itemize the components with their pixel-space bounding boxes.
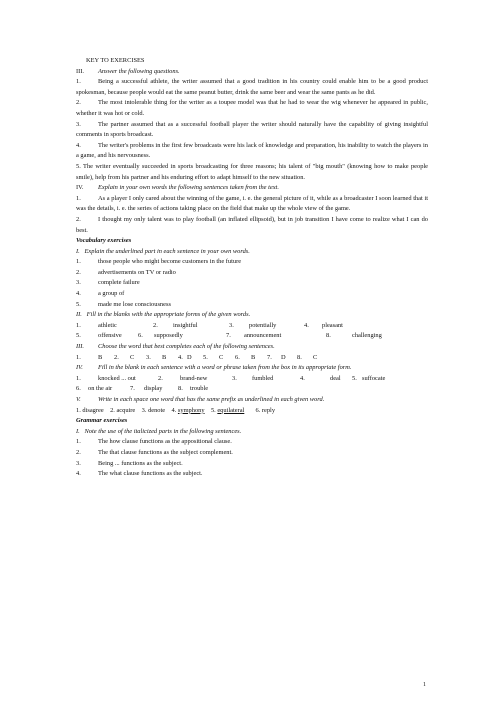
section-heading: I. Explain the underlined part in each sentence in your own words. (76, 247, 250, 255)
section-heading: I. Note the use of the italicized parts in the following sentences. (76, 427, 242, 435)
answer-row: 5. offensive 6. supposedly 7. announcement 8. challenging (76, 332, 382, 340)
document-body (76, 56, 428, 480)
list-item: 1. The how clause functions as the appositional clause. (76, 438, 232, 446)
vocabulary-heading: Vocabulary exercises (76, 237, 132, 245)
section-heading: III. Choose the word that best completes each of the following sentences. (76, 343, 275, 351)
answer-row: 1. athletic 2. insightful 3. potentially 4. pleasant (76, 321, 343, 329)
list-item: 5. made me lose consciousness (76, 300, 171, 308)
answer-item: 1. As a player I only cared about the winning of the game, i. e. the general picture of it, while as a broadcaster I soon learned that it was the details, i. e. the series of actions taking place on the field that make up the whole view of the game. (76, 194, 428, 213)
section-heading: II. Fill in the blanks with the appropriate forms of the given words. (76, 311, 251, 319)
section-heading: V. Write in each space one word that has the same prefix as underlined in each given word. (76, 396, 325, 403)
answer-item: 3. The partner assumed that as a successful football player the writer should naturally have the capability of giving insightful comments in sports broadcast. (76, 120, 428, 139)
answer-item: 2. I thought my only talent was to play football (an inflated ellipsoid), but in job transition I have come to realize what I can do best. (76, 215, 428, 234)
answer-row: 6. on the air 7. display 8. trouble (76, 385, 209, 393)
section-heading: III. Answer the following questions. (76, 67, 180, 75)
answer-row: 1. knocked ... out 2. brand-new 3. fumbled 4. deal 5. suffocate (76, 374, 386, 382)
answer-row: 1. disagree 2. acquire 3. denote 4. symphony 5. equilateral 6. reply (76, 406, 276, 414)
section-heading: IV. Explain in your own words the following sentences taken from the text. (76, 184, 279, 192)
answer-item: 4. The writer's problems in the first few broadcasts were his lack of knowledge and preparation, his inability to watch the players in a game, and his nervousness. (76, 141, 428, 160)
list-item: 4. a group of (76, 290, 125, 298)
answer-row: 1. B 2. C 3. B 4. D 5. C 6. B 7. D 8. C (76, 353, 318, 361)
grammar-heading: Grammar exercises (76, 417, 128, 425)
section-heading: IV. Fill in the blank in each sentence with a word or phrase taken from the box in its appropriate form. (76, 364, 352, 372)
answer-item: 5. The writer eventually succeeded in sports broadcasting for three reasons; his talent of "big mouth" (knowing how to make people smile), help from his partner and his enduring effort to adapt himself to the new situation. (76, 162, 429, 181)
list-item: 2. advertisements on TV or radio (76, 268, 176, 276)
list-item: 4. The what clause functions as the subject. (76, 470, 203, 478)
list-item: 1. those people who might become customers in the future (76, 258, 242, 266)
list-item: 3. Being ... functions as the subject. (76, 459, 183, 467)
document-title: KEY TO EXERCISES (86, 57, 145, 64)
list-item: 2. The that clause functions as the subject complement. (76, 448, 233, 456)
answer-item: 2. The most intolerable thing for the writer as a toupee model was that he had to wear the wig whenever he appeared in public, whether it was hot or cold. (76, 99, 428, 117)
page-number: 1 (423, 682, 426, 688)
list-item: 3. complete failure (76, 279, 140, 287)
answer-item: 1. Being a successful athlete, the writer assumed that a good tradition in his country could enable him to be a good product spokesman, because people would eat the same peanut butter, drink the same beer and wear the same pants as he did. (76, 78, 428, 96)
